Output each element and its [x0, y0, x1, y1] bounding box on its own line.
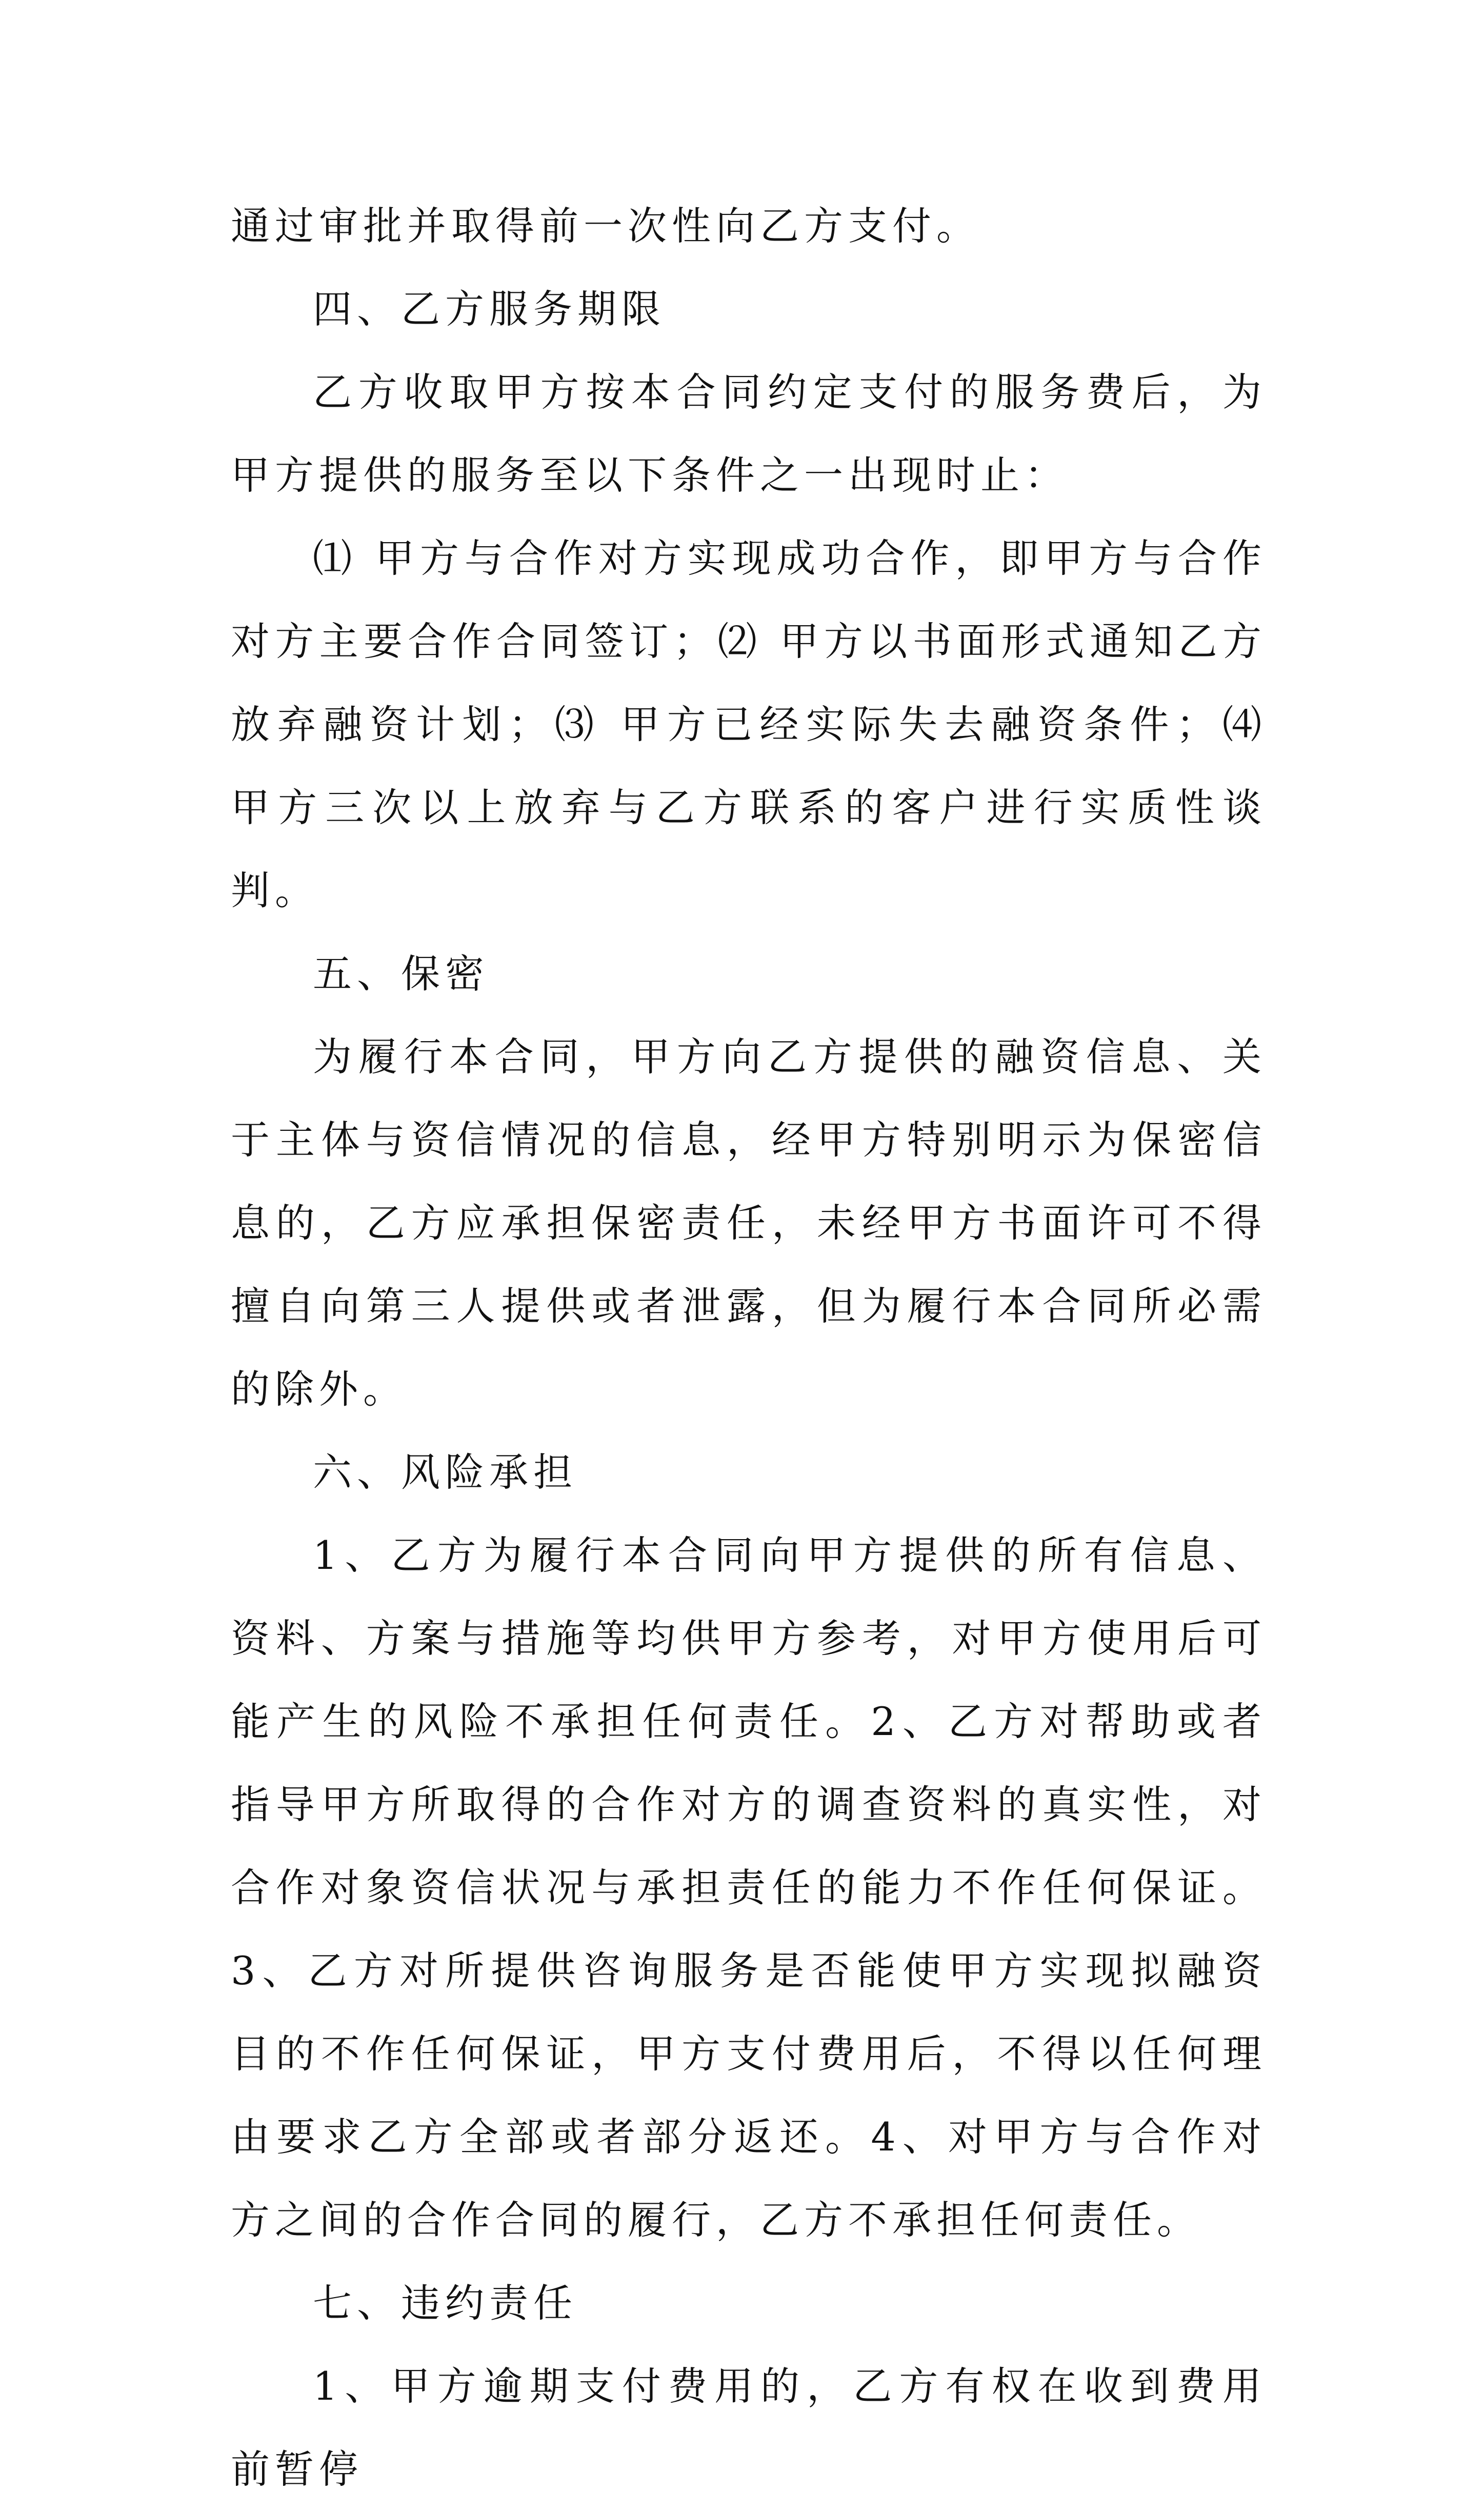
section-heading-service-term: 四、乙方服务期限 [313, 286, 666, 332]
paragraph-risk: 1、乙方为履行本合同向甲方提供的所有信息、资料、方案与措施等均供甲方参考，对甲方使用后可能产生的风险不承担任何责任。2、乙方对帮助或者指导甲方所取得的合作对方的调查资料的真实性，对合作对象资信状况与承担责任的能力不作任何保证。3、乙方对所提供咨询服务是否能使甲方实现拟融资目的不作任何保证，甲方支付费用后，不得以任何理由要求乙方全部或者部分返还。4、对甲方与合作对方之间的合作合同的履行，乙方不承担任何责任。 [231, 1532, 1267, 2243]
paragraph-termination-conditions: ⑴ 甲方与合作对方实现成功合作，即甲方与合作对方主要合作合同签订；⑵ 甲方以书面形式通知乙方放弃融资计划；⑶ 甲方已经实际失去融资条件；⑷ 甲方三次以上放弃与乙方联系的客户进行实质性谈判。 [231, 535, 1267, 913]
paragraph-liability: 1、甲方逾期支付费用的，乙方有权在收到费用前暂停 [231, 2363, 1267, 2492]
paragraph-continuation: 通过审批并取得前一次性向乙方支付。 [231, 203, 980, 249]
section-heading-risk: 六、风险承担 [313, 1449, 577, 1495]
paragraph-confidentiality: 为履行本合同，甲方向乙方提供的融资信息、关于主体与资信情况的信息，经甲方特别明示为保密信息的，乙方应承担保密责任，未经甲方书面许可不得擅自向第三人提供或者泄露，但为履行本合同所必需的除外。 [231, 1034, 1267, 1412]
section-heading-liability: 七、违约责任 [313, 2280, 577, 2326]
document-body [231, 185, 1267, 2511]
paragraph-service-term: 乙方收取甲方按本合同约定支付的服务费后，为甲方提供的服务至以下条件之一出现时止： [231, 369, 1267, 498]
section-heading-confidentiality: 五、保密 [313, 951, 489, 997]
